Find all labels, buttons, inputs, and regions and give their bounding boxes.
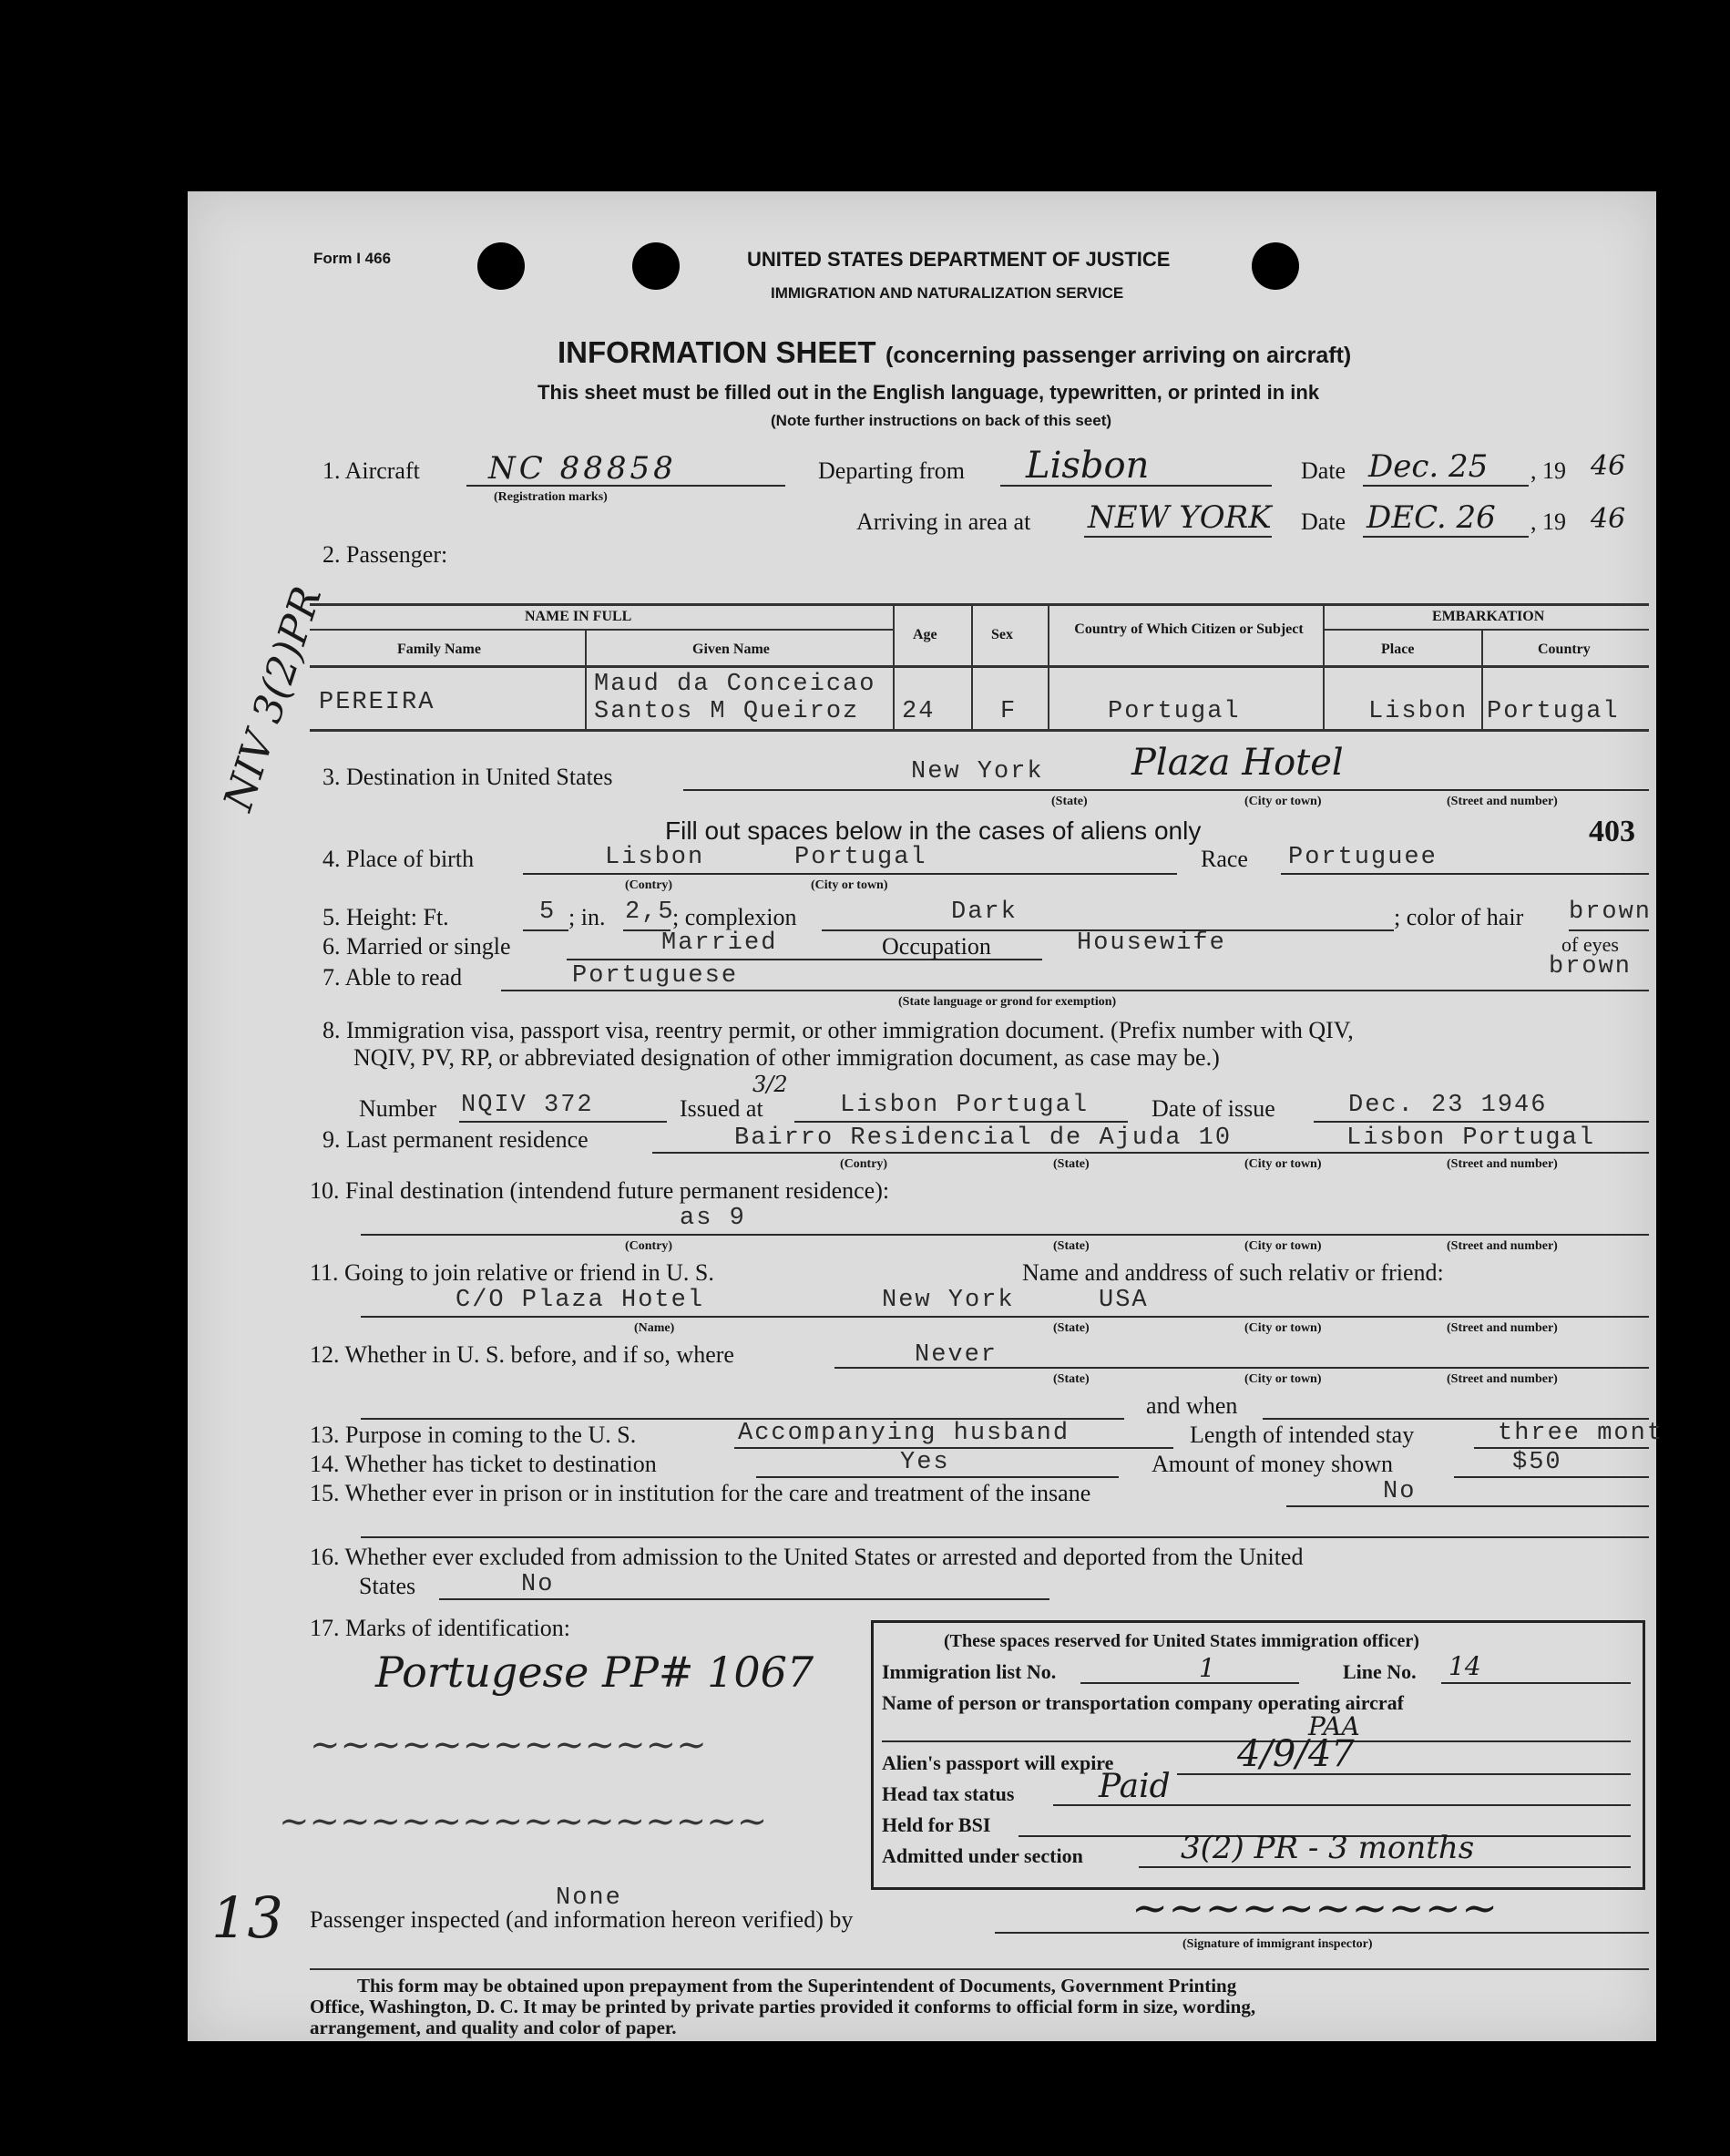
departing-date: Dec. 25 (1368, 448, 1489, 485)
height-in: 2,5 (625, 898, 675, 926)
before-cap-state: (State) (1053, 1372, 1090, 1386)
aircraft-value: NC 88858 (488, 450, 677, 487)
signature-caption: (Signature of immigrant inspector) (1182, 1937, 1373, 1951)
departing-date-label: Date (1301, 457, 1346, 484)
arriving-label: Arriving in area at (856, 508, 1031, 535)
complexion-label: ; complexion (672, 904, 797, 930)
eyes-label: of eyes (1561, 933, 1619, 956)
tax-label: Head tax status (882, 1782, 1015, 1805)
title-main: INFORMATION SHEET (558, 335, 876, 369)
final-destination-label: 10. Final destination (intendend future permanent residence): (310, 1177, 890, 1204)
instructions-line2: (Note further instructions on back of this seet) (771, 412, 1112, 429)
col-embark-country: Country (1538, 642, 1591, 657)
aircraft-label: 1. Aircraft (322, 457, 420, 484)
before-label: 12. Whether in U. S. before, and if so, where (310, 1341, 734, 1368)
aircraft-caption: (Registration marks) (494, 490, 608, 504)
prison-label: 15. Whether ever in prison or in institution for the care and treatment of the insane (310, 1480, 1091, 1506)
residence-cap-state: (State) (1053, 1157, 1090, 1171)
citizen-value: Portugal (1108, 698, 1241, 725)
excluded-line2: States (359, 1573, 416, 1599)
visa-line1: 8. Immigration visa, passport visa, reentry permit, or other immigration document. (Prefix number with QIV, (322, 1017, 1354, 1043)
passport-label: Alien's passport will expire (882, 1751, 1114, 1774)
margin-mark-bottom: 13 (211, 1884, 283, 1951)
operator-value: PAA (1308, 1711, 1360, 1741)
footer-line1: This form may be obtained upon prepayment from the Superintendent of Documents, Government Printing (357, 1975, 1237, 1997)
join-cap-name: (Name) (634, 1321, 675, 1335)
form-page (188, 191, 1664, 2041)
birthplace-cap-country: (Contry) (625, 878, 673, 892)
passport-value: 4/9/47 (1237, 1733, 1355, 1775)
bsi-label: Held for BSI (882, 1813, 991, 1836)
arriving-date-label: Date (1301, 508, 1346, 535)
money-value: $50 (1512, 1449, 1562, 1476)
marks-none: None (556, 1884, 622, 1912)
footer-line2: Office, Washington, D. C. It may be printed by private parties provided it conforms to official form in size, wording, (310, 1996, 1256, 2017)
final-cap-street: (Street and number) (1447, 1239, 1558, 1253)
visa-number: NQIV 372 (461, 1092, 594, 1119)
visa-line2: NQIV, PV, RP, or abbreviated designation of other immigration document, as case may be.) (353, 1044, 1220, 1071)
page-title (558, 335, 1351, 370)
inspector-signature: ~~~~~~~~~~ (1131, 1883, 1499, 1934)
and-when-label: and when (1146, 1392, 1238, 1419)
stamp-number: 403 (1589, 815, 1635, 848)
agency-service: IMMIGRATION AND NATURALIZATION SERVICE (771, 284, 1124, 302)
occupation-value: Housewife (1077, 929, 1226, 957)
occupation-label: Occupation (882, 933, 991, 960)
hair-value: brown (1569, 898, 1653, 926)
join-state: New York (882, 1287, 1015, 1314)
given-name-line1: Maud da Conceicao (594, 671, 876, 698)
join-cap-city: (City or town) (1244, 1321, 1322, 1335)
col-family-name: Family Name (397, 642, 481, 657)
passenger-label: 2. Passenger: (322, 541, 448, 568)
stay-value: three mont (1498, 1420, 1664, 1447)
tax-value: Paid (1099, 1768, 1171, 1805)
height-label: 5. Height: Ft. (322, 904, 449, 930)
col-name-in-full: NAME IN FULL (525, 609, 632, 624)
col-given-name: Given Name (692, 642, 770, 657)
sex-value: F (1000, 698, 1018, 725)
money-label: Amount of money shown (1152, 1451, 1394, 1477)
punch-hole (477, 242, 525, 290)
departing-label: Departing from (818, 457, 966, 484)
join-cap-state: (State) (1053, 1321, 1090, 1335)
col-citizen: Country of Which Citizen or Subject (1074, 621, 1304, 637)
punch-hole (632, 242, 680, 290)
stay-label: Length of intended stay (1190, 1422, 1415, 1448)
destination-city: Plaza Hotel (1131, 742, 1344, 784)
form-number: Form I 466 (313, 250, 392, 267)
purpose-label: 13. Purpose in coming to the U. S. (310, 1422, 637, 1448)
height-in-label: ; in. (568, 904, 606, 930)
final-cap-city: (City or town) (1244, 1239, 1322, 1253)
read-caption: (State language or grond for exemption) (898, 995, 1117, 1009)
height-ft: 5 (539, 898, 557, 926)
section-label: Admitted under section (882, 1844, 1083, 1867)
arriving-year: 46 (1591, 503, 1626, 535)
residence-cap-street: (Street and number) (1447, 1157, 1558, 1171)
visa-issued-label: Issued at (680, 1095, 763, 1122)
inspected-label: Passenger inspected (and information hereon verified) by (310, 1906, 854, 1933)
ticket-value: Yes (900, 1449, 950, 1476)
departing-year: 46 (1591, 450, 1626, 482)
arriving-value: NEW YORK (1088, 499, 1272, 536)
final-cap-state: (State) (1053, 1239, 1090, 1253)
ticket-label: 14. Whether has ticket to destination (310, 1451, 657, 1477)
punch-hole (1252, 242, 1299, 290)
destination-cap-state: (State) (1051, 795, 1088, 808)
embark-country-value: Portugal (1487, 698, 1620, 725)
final-cap-country: (Contry) (625, 1239, 673, 1253)
complexion-value: Dark (951, 898, 1018, 926)
aliens-note: Fill out spaces below in the cases of aliens only (665, 816, 1202, 845)
passenger-signature-2: ~~~~~~~~~~~~~~~~ (279, 1801, 768, 1843)
birthplace-cap-city: (City or town) (811, 878, 888, 892)
embark-place-value: Lisbon (1368, 698, 1469, 725)
eyes-value: brown (1549, 953, 1633, 980)
list-label: Immigration list No. (882, 1660, 1057, 1683)
excluded-line1: 16. Whether ever excluded from admission to the United States or arrested and deported from the United (310, 1544, 1304, 1570)
residence-cap-city: (City or town) (1244, 1157, 1322, 1171)
birthplace-label: 4. Place of birth (322, 846, 475, 872)
marks-label: 17. Marks of identification: (310, 1615, 570, 1641)
visa-date-label: Date of issue (1152, 1095, 1275, 1122)
residence-cap-country: (Contry) (840, 1157, 888, 1171)
family-name: PEREIRA (319, 689, 435, 716)
destination-label: 3. Destination in United States (322, 764, 613, 790)
marital-value: Married (661, 929, 778, 957)
join-cap-street: (Street and number) (1447, 1321, 1558, 1335)
visa-number-label: Number (359, 1095, 437, 1122)
age-value: 24 (902, 698, 936, 725)
join-city: USA (1099, 1287, 1149, 1314)
before-cap-city: (City or town) (1244, 1372, 1322, 1386)
section-value: 3(2) PR - 3 months (1181, 1830, 1475, 1866)
birthplace-city: Lisbon (605, 844, 705, 871)
list-value: 1 (1199, 1653, 1215, 1683)
visa-date: Dec. 23 1946 (1348, 1092, 1548, 1119)
col-embarkation: EMBARKATION (1432, 609, 1545, 624)
before-cap-street: (Street and number) (1447, 1372, 1558, 1386)
footer-line3: arrangement, and quality and color of paper. (310, 2017, 677, 2038)
line-label: Line No. (1343, 1660, 1417, 1683)
marital-label: 6. Married or single (322, 933, 511, 960)
prison-value: No (1383, 1478, 1417, 1505)
officer-heading: (These spaces reserved for United States immigration officer) (944, 1631, 1419, 1651)
residence-label: 9. Last permanent residence (322, 1126, 589, 1153)
join-label2: Name and anddress of such relativ or friend: (1022, 1259, 1444, 1286)
operator-label: Name of person or transportation company operating aircraf (882, 1691, 1404, 1714)
departing-year-prefix: , 19 (1530, 457, 1566, 484)
read-label: 7. Able to read (322, 964, 463, 991)
col-sex: Sex (991, 627, 1013, 642)
arriving-year-prefix: , 19 (1530, 508, 1566, 535)
race-value: Portuguee (1288, 844, 1438, 871)
hair-label: ; color of hair (1394, 904, 1524, 930)
read-value: Portuguese (572, 962, 739, 990)
excluded-value: No (521, 1571, 555, 1598)
join-name: C/O Plaza Hotel (456, 1287, 705, 1314)
birthplace-country: Portugal (794, 844, 927, 871)
destination-cap-street: (Street and number) (1447, 795, 1558, 808)
instructions-line1: This sheet must be filled out in the English language, typewritten, or printed in ink (537, 381, 1320, 404)
visa-number-extra: 3/2 (752, 1072, 788, 1097)
col-place: Place (1381, 642, 1415, 657)
race-label: Race (1201, 846, 1248, 872)
visa-issued-at: Lisbon Portugal (840, 1092, 1090, 1119)
passenger-signature-1: ~~~~~~~~~~~~~ (310, 1724, 707, 1766)
given-name-line2: Santos M Queiroz (594, 698, 860, 725)
agency-name: UNITED STATES DEPARTMENT OF JUSTICE (747, 248, 1171, 271)
marks-value: Portugese PP# 1067 (375, 1648, 814, 1697)
join-label: 11. Going to join relative or friend in U. S. (310, 1259, 714, 1286)
before-value: Never (915, 1341, 998, 1369)
col-age: Age (913, 627, 937, 642)
title-sub: (concerning passenger arriving on aircraft) (885, 343, 1352, 368)
purpose-value: Accompanying husband (738, 1420, 1070, 1447)
departing-value: Lisbon (1026, 445, 1150, 487)
arriving-date: DEC. 26 (1367, 499, 1496, 536)
margin-mark-left: NIV 3(2)PR (215, 580, 332, 816)
destination-cap-city: (City or town) (1244, 795, 1322, 808)
line-value: 14 (1448, 1651, 1481, 1681)
final-destination-value: as 9 (680, 1205, 746, 1232)
residence-city: Lisbon Portugal (1346, 1124, 1596, 1152)
destination-state: New York (911, 758, 1044, 785)
residence-value: Bairro Residencial de Ajuda 10 (734, 1124, 1233, 1152)
